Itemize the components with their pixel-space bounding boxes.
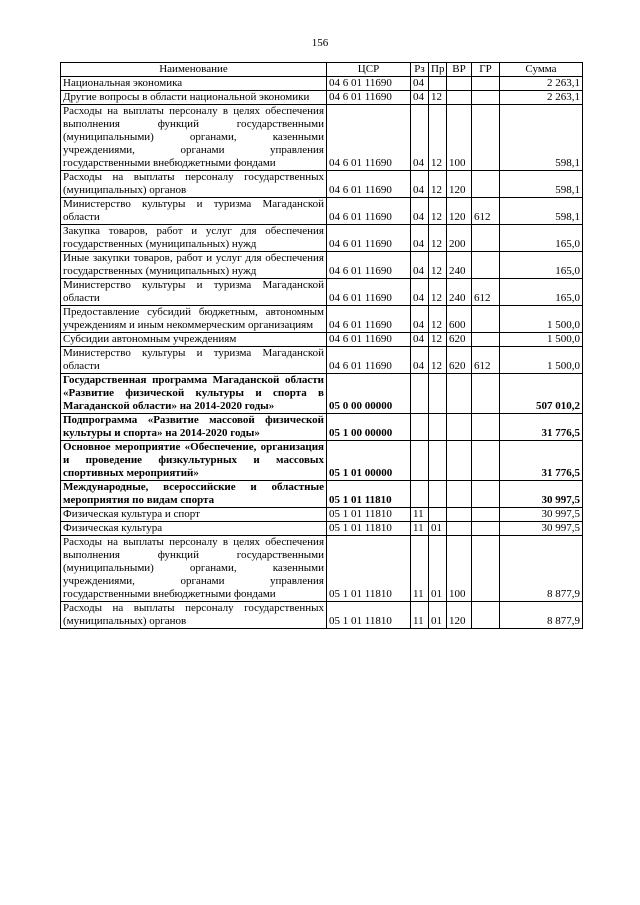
row-gr: [472, 225, 500, 252]
row-sum: 8 877,9: [500, 536, 583, 602]
row-gr: 612: [472, 279, 500, 306]
header-gr: ГР: [472, 63, 500, 77]
row-name: Субсидии автономным учреждениям: [61, 333, 327, 347]
row-sum: 2 263,1: [500, 77, 583, 91]
row-rz: 04: [411, 225, 429, 252]
table-row: [61, 105, 583, 171]
row-pr: 12: [429, 347, 447, 374]
table-row: [61, 508, 583, 522]
row-gr: [472, 536, 500, 602]
table-row: [61, 522, 583, 536]
table-row: [61, 225, 583, 252]
row-pr: 01: [429, 536, 447, 602]
row-vr: [447, 508, 472, 522]
row-csr: 04 6 01 11690: [327, 306, 411, 333]
row-rz: 04: [411, 105, 429, 171]
row-csr: 05 1 01 11810: [327, 508, 411, 522]
table-row: [61, 171, 583, 198]
row-pr: [429, 481, 447, 508]
row-name: Министерство культуры и туризма Магаданской области: [61, 279, 327, 306]
row-vr: 120: [447, 602, 472, 629]
page-number: 156: [311, 37, 329, 49]
row-gr: [472, 481, 500, 508]
row-csr: 04 6 01 11690: [327, 225, 411, 252]
row-rz: 04: [411, 198, 429, 225]
row-vr: [447, 91, 472, 105]
row-csr: 04 6 01 11690: [327, 252, 411, 279]
row-sum: 31 776,5: [500, 441, 583, 481]
row-sum: 8 877,9: [500, 602, 583, 629]
row-gr: [472, 602, 500, 629]
row-name: Расходы на выплаты персоналу государственных (муниципальных) органов: [61, 171, 327, 198]
table-row: [61, 333, 583, 347]
budget-table: [60, 62, 583, 629]
header-csr: ЦСР: [327, 63, 411, 77]
row-name: Закупка товаров, работ и услуг для обеспечения государственных (муниципальных) нужд: [61, 225, 327, 252]
row-gr: [472, 374, 500, 414]
row-gr: [472, 508, 500, 522]
row-rz: [411, 374, 429, 414]
row-csr: 04 6 01 11690: [327, 279, 411, 306]
row-vr: [447, 414, 472, 441]
row-csr: 05 1 01 11810: [327, 522, 411, 536]
row-name: Иные закупки товаров, работ и услуг для обеспечения государственных (муниципальных) нужд: [61, 252, 327, 279]
row-gr: 612: [472, 347, 500, 374]
table-row: [61, 198, 583, 225]
row-sum: 2 263,1: [500, 91, 583, 105]
table-body: [61, 77, 583, 629]
row-pr: 12: [429, 171, 447, 198]
row-name: Физическая культура и спорт: [61, 508, 327, 522]
row-sum: 507 010,2: [500, 374, 583, 414]
table-row: [61, 414, 583, 441]
row-rz: 04: [411, 347, 429, 374]
table-row: [61, 252, 583, 279]
row-sum: 165,0: [500, 252, 583, 279]
row-pr: 12: [429, 279, 447, 306]
row-rz: 11: [411, 522, 429, 536]
row-sum: 30 997,5: [500, 481, 583, 508]
row-sum: 165,0: [500, 279, 583, 306]
row-sum: 598,1: [500, 171, 583, 198]
row-name: Расходы на выплаты персоналу государственных (муниципальных) органов: [61, 602, 327, 629]
row-name: Предоставление субсидий бюджетным, автономным учреждениям и иным некоммерческим организациям: [61, 306, 327, 333]
row-rz: 11: [411, 536, 429, 602]
table-row: [61, 77, 583, 91]
row-csr: 05 1 01 11810: [327, 602, 411, 629]
row-pr: [429, 374, 447, 414]
row-rz: 11: [411, 508, 429, 522]
row-gr: [472, 91, 500, 105]
table-row: [61, 91, 583, 105]
row-gr: [472, 441, 500, 481]
row-rz: 04: [411, 91, 429, 105]
row-csr: 05 1 00 00000: [327, 414, 411, 441]
row-gr: [472, 105, 500, 171]
row-vr: 120: [447, 171, 472, 198]
row-pr: [429, 77, 447, 91]
row-gr: [472, 333, 500, 347]
row-name: Министерство культуры и туризма Магаданской области: [61, 198, 327, 225]
row-csr: 04 6 01 11690: [327, 347, 411, 374]
row-vr: 240: [447, 252, 472, 279]
row-pr: 12: [429, 198, 447, 225]
row-gr: [472, 171, 500, 198]
row-vr: 620: [447, 347, 472, 374]
row-vr: 100: [447, 105, 472, 171]
row-pr: [429, 508, 447, 522]
row-rz: 04: [411, 333, 429, 347]
row-pr: 12: [429, 225, 447, 252]
row-rz: 04: [411, 306, 429, 333]
row-name: Основное мероприятие «Обеспечение, организация и проведение физкультурных и массовых спортивных мероприятий»: [61, 441, 327, 481]
header-pr: Пр: [429, 63, 447, 77]
row-csr: 05 1 01 00000: [327, 441, 411, 481]
row-csr: 04 6 01 11690: [327, 198, 411, 225]
row-csr: 05 1 01 11810: [327, 536, 411, 602]
row-pr: [429, 441, 447, 481]
table-row: [61, 481, 583, 508]
row-vr: [447, 441, 472, 481]
row-gr: [472, 77, 500, 91]
row-rz: 11: [411, 602, 429, 629]
row-pr: 12: [429, 333, 447, 347]
row-gr: 612: [472, 198, 500, 225]
row-pr: 01: [429, 602, 447, 629]
header-rz: Рз: [411, 63, 429, 77]
row-rz: 04: [411, 252, 429, 279]
table-row: [61, 441, 583, 481]
row-gr: [472, 252, 500, 279]
row-vr: 240: [447, 279, 472, 306]
row-vr: [447, 522, 472, 536]
row-sum: 165,0: [500, 225, 583, 252]
row-name: Физическая культура: [61, 522, 327, 536]
header-name: Наименование: [61, 63, 327, 77]
table-row: [61, 602, 583, 629]
row-sum: 1 500,0: [500, 333, 583, 347]
row-sum: 30 997,5: [500, 522, 583, 536]
row-sum: 30 997,5: [500, 508, 583, 522]
row-csr: 04 6 01 11690: [327, 77, 411, 91]
row-rz: 04: [411, 279, 429, 306]
row-sum: 598,1: [500, 198, 583, 225]
row-csr: 04 6 01 11690: [327, 333, 411, 347]
row-name: Расходы на выплаты персоналу в целях обеспечения выполнения функций государственными (муниципальными) органами, казенными учреждениями, органами управления государственными внебюджетными фондами: [61, 105, 327, 171]
row-vr: 600: [447, 306, 472, 333]
row-csr: 04 6 01 11690: [327, 171, 411, 198]
table-row: [61, 536, 583, 602]
header-sum: Сумма: [500, 63, 583, 77]
row-vr: [447, 77, 472, 91]
row-csr: 04 6 01 11690: [327, 105, 411, 171]
row-csr: 05 0 00 00000: [327, 374, 411, 414]
row-sum: 1 500,0: [500, 306, 583, 333]
row-gr: [472, 522, 500, 536]
table-row: [61, 306, 583, 333]
header-vr: ВР: [447, 63, 472, 77]
row-vr: [447, 374, 472, 414]
row-name: Государственная программа Магаданской области «Развитие физической культуры и спорта в Магаданской области» на 2014-2020 годы»: [61, 374, 327, 414]
row-rz: 04: [411, 171, 429, 198]
row-pr: 12: [429, 252, 447, 279]
row-sum: 598,1: [500, 105, 583, 171]
row-pr: 12: [429, 306, 447, 333]
row-name: Международные, всероссийские и областные мероприятия по видам спорта: [61, 481, 327, 508]
row-csr: 04 6 01 11690: [327, 91, 411, 105]
row-vr: 100: [447, 536, 472, 602]
row-rz: [411, 481, 429, 508]
row-name: Министерство культуры и туризма Магаданской области: [61, 347, 327, 374]
row-gr: [472, 306, 500, 333]
row-vr: 120: [447, 198, 472, 225]
row-name: Другие вопросы в области национальной экономики: [61, 91, 327, 105]
row-gr: [472, 414, 500, 441]
row-name: Национальная экономика: [61, 77, 327, 91]
row-name: Расходы на выплаты персоналу в целях обеспечения выполнения функций государственными (муниципальными) органами, казенными учреждениями, органами управления государственными внебюджетными фондами: [61, 536, 327, 602]
row-rz: 04: [411, 77, 429, 91]
row-pr: 12: [429, 91, 447, 105]
row-sum: 1 500,0: [500, 347, 583, 374]
row-sum: 31 776,5: [500, 414, 583, 441]
row-vr: 200: [447, 225, 472, 252]
row-pr: 12: [429, 105, 447, 171]
row-name: Подпрограмма «Развитие массовой физической культуры и спорта» на 2014-2020 годы»: [61, 414, 327, 441]
table-row: [61, 279, 583, 306]
row-rz: [411, 441, 429, 481]
table-row: [61, 374, 583, 414]
row-csr: 05 1 01 11810: [327, 481, 411, 508]
row-rz: [411, 414, 429, 441]
row-vr: 620: [447, 333, 472, 347]
row-pr: 01: [429, 522, 447, 536]
table-row: [61, 347, 583, 374]
row-vr: [447, 481, 472, 508]
row-pr: [429, 414, 447, 441]
table-header-row: [61, 63, 583, 77]
